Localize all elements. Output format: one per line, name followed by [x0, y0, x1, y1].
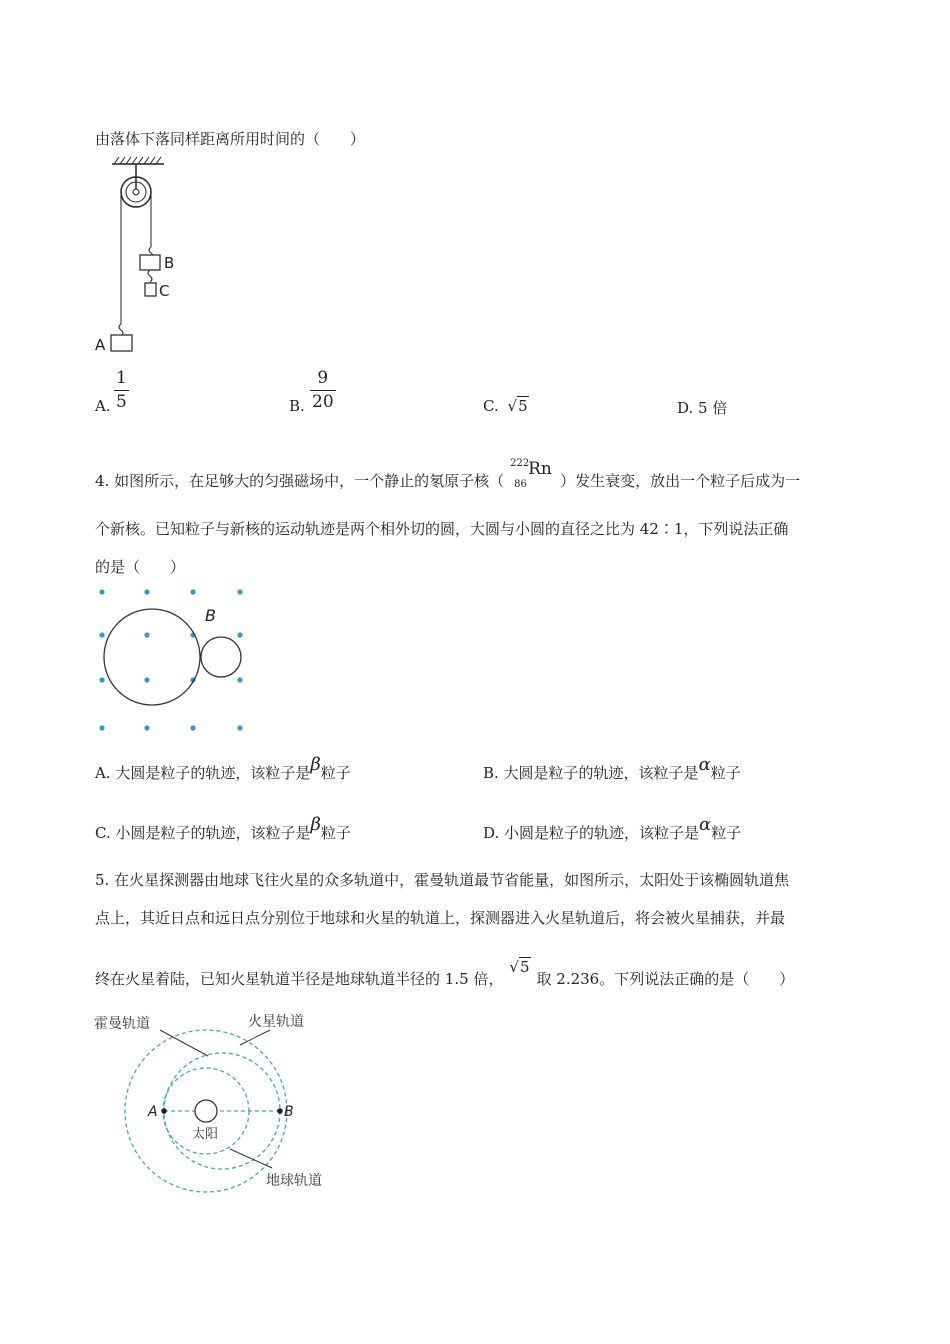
q4-magnetic-field-figure — [90, 582, 260, 742]
sqrt-radicand: 5 — [518, 397, 528, 415]
q4-nuclide — [504, 458, 560, 492]
earth-orbit-label: 地球轨道 — [266, 1173, 322, 1189]
q3-option-b-prefix: B. — [289, 397, 305, 415]
nuclide-atomic-number: 86 — [514, 479, 527, 490]
label-a: A — [95, 336, 106, 354]
q3-pulley-figure — [92, 152, 202, 362]
fraction-numerator: 1 — [116, 368, 127, 388]
fraction-denominator: 20 — [312, 392, 334, 412]
option-tail: 粒子 — [710, 764, 741, 782]
q4-option-a — [95, 754, 351, 783]
nuclide-symbol: Rn — [528, 459, 552, 479]
fraction-numerator: 9 — [317, 368, 329, 388]
option-text: A. 大圆是粒子的轨迹，该粒子是 — [95, 764, 311, 782]
q3-option-c-prefix: C. — [483, 397, 499, 415]
sqrt-symbol: √5 — [507, 397, 528, 415]
q3-tail-text: 由落体下落同样距离所用时间的（ ） — [95, 130, 366, 148]
q3-option-a-fraction — [114, 370, 129, 411]
q3-option-d: D. 5 倍 — [677, 399, 728, 417]
nuclide-mass-number: 222 — [510, 458, 530, 469]
sun-label: 太阳 — [192, 1127, 219, 1142]
q4-option-d — [483, 814, 742, 843]
greek-alpha: α — [699, 814, 712, 835]
q4-option-b — [483, 754, 741, 783]
q4-line1 — [95, 458, 801, 492]
hohmann-orbit-label: 霍曼轨道 — [94, 1016, 150, 1032]
option-text: C. 小圆是粒子的轨迹，该粒子是 — [95, 824, 311, 842]
q3-option-c — [483, 397, 529, 415]
option-text: B. 大圆是粒子的轨迹，该粒子是 — [483, 764, 699, 782]
q4-option-c — [95, 814, 351, 843]
q5-orbit-figure — [90, 1008, 350, 1198]
label-b: B — [205, 606, 216, 625]
option-tail: 粒子 — [711, 824, 742, 842]
mars-orbit-label: 火星轨道 — [248, 1014, 304, 1030]
q4-line1-after: ）发生衰变，放出一个粒子后成为一 — [560, 472, 801, 490]
greek-beta: β — [310, 814, 321, 835]
q5-line2: 点上，其近日点和远日点分别位于地球和火星的轨道上，探测器进入火星轨道后，将会被火星捕获，并最 — [95, 909, 786, 927]
q4-line3: 的是（ ） — [95, 558, 186, 576]
q5-line3 — [95, 958, 795, 989]
label-c: C — [159, 282, 170, 300]
sqrt-radicand: 5 — [519, 958, 530, 976]
point-a-label: A — [148, 1104, 158, 1120]
q3-option-a-prefix: A. — [95, 397, 111, 415]
q4-line2: 个新核。已知粒子与新核的运动轨迹是两个相外切的圆，大圆与小圆的直径之比为 42∶1，下列说法正确 — [95, 520, 789, 538]
greek-alpha: α — [698, 754, 711, 775]
q3-option-b-fraction — [310, 370, 336, 411]
q5-line1: 5. 在火星探测器由地球飞往火星的众多轨道中，霍曼轨道最节省能量，如图所示，太阳处于该椭圆轨道焦 — [95, 871, 790, 889]
q4-line1-before: 4. 如图所示，在足够大的匀强磁场中，一个静止的氡原子核（ — [95, 472, 505, 490]
q5-line3-after: 取 2.236。下列说法正确的是（ ） — [536, 970, 795, 988]
option-text: D. 小圆是粒子的轨迹，该粒子是 — [483, 824, 700, 842]
label-b: B — [164, 254, 175, 272]
q5-line3-before: 终在火星着陆，已知火星轨道半径是地球轨道半径的 1.5 倍， — [95, 970, 504, 988]
option-tail: 粒子 — [320, 764, 351, 782]
option-tail: 粒子 — [320, 824, 351, 842]
point-b-label: B — [284, 1104, 294, 1120]
fraction-denominator: 5 — [116, 392, 127, 412]
sqrt-symbol: √5 — [509, 958, 530, 976]
greek-beta: β — [310, 754, 321, 775]
